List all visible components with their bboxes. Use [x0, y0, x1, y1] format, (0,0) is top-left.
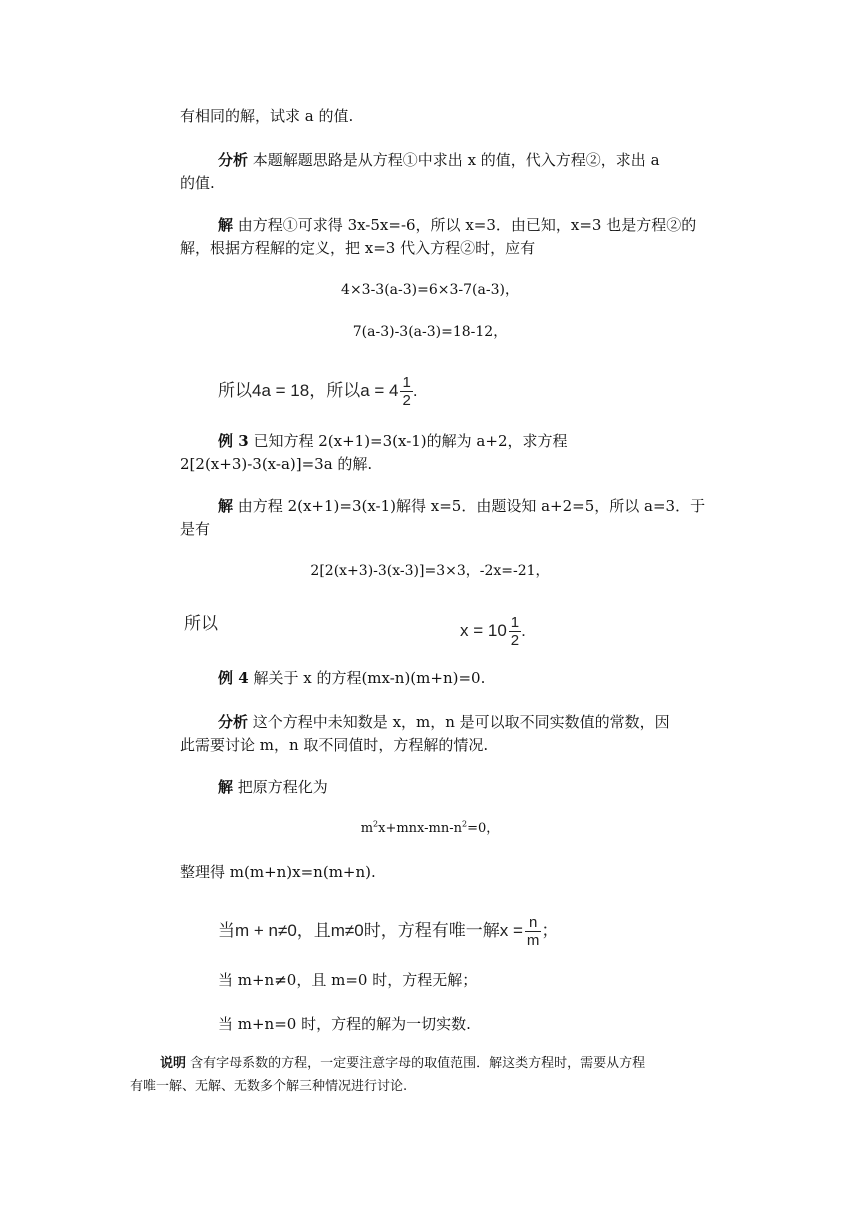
note-line — [160, 1054, 645, 1074]
exponent: 2 — [462, 819, 468, 829]
text-span: 由方程①可求得 3x-5x=-6，所以 x=3．由已知，x=3 也是方程②的 — [237, 216, 697, 234]
text-line: 的值. — [180, 174, 215, 192]
text-line: 2[2(x+3)-3(x-a)]=3a 的解. — [180, 455, 373, 473]
text-line: 解，根据方程解的定义，把 x=3 代入方程②时，应有 — [180, 239, 536, 257]
text-span: 本题解题思路是从方程①中求出 x 的值，代入方程②，求出 a — [252, 151, 660, 169]
text-span: 这个方程中未知数是 x，m，n 是可以取不同实数值的常数，因 — [252, 713, 670, 731]
numerator: 1 — [510, 614, 520, 631]
equation: 4×3-3(a-3)=6×3-7(a-3)， — [341, 282, 519, 298]
eq-part: m — [360, 821, 374, 836]
equation: 2[2(x+3)-3(x-3)]=3×3，-2x=-21， — [310, 563, 550, 579]
formula-image — [460, 614, 526, 649]
formula-image: 所以 — [184, 614, 218, 633]
text-line — [218, 431, 568, 451]
analysis-label: 分析 — [218, 713, 249, 731]
note-label: 说明 — [160, 1056, 187, 1071]
fraction — [400, 374, 412, 409]
text-line — [218, 668, 485, 688]
text-span: 含有字母系数的方程，一定要注意字母的取值范围．解这类方程时，需要从方程 — [190, 1056, 646, 1071]
equation: 7(a-3)-3(a-3)=18-12， — [352, 324, 508, 340]
text-span: 由方程 2(x+1)=3(x-1)解得 x=5．由题设知 a+2=5，所以 a=3．于 — [237, 497, 706, 515]
exponent: 2 — [373, 819, 379, 829]
analysis-label: 分析 — [218, 151, 249, 169]
text-line — [218, 777, 328, 797]
text-line — [218, 150, 660, 170]
text-line — [218, 215, 696, 235]
text-line — [218, 712, 670, 732]
denominator: 2 — [402, 392, 411, 409]
text-span: 把原方程化为 — [237, 778, 328, 796]
solution-label: 解 — [218, 216, 234, 234]
solution-label: 解 — [218, 778, 234, 796]
text-line: 整理得 m(m+n)x=n(m+n). — [180, 863, 376, 881]
text-line: 是有 — [180, 520, 211, 538]
example-label: 例 4 — [218, 669, 249, 687]
numerator: 1 — [402, 374, 411, 391]
denominator: 2 — [510, 632, 520, 649]
eq-part: =0， — [467, 821, 500, 836]
numerator: n — [528, 914, 538, 931]
denominator: m — [526, 932, 540, 949]
formula-text: x = 10 — [460, 620, 507, 640]
text-line: 此需要讨论 m，n 取不同值时，方程解的情况. — [180, 736, 489, 754]
text-line: 当 m+n=0 时，方程的解为一切实数. — [218, 1015, 471, 1033]
text-line — [218, 496, 705, 516]
text-line: 有相同的解，试求 a 的值. — [180, 107, 354, 125]
text-span: 已知方程 2(x+1)=3(x-1)的解为 a+2，求方程 — [253, 432, 568, 450]
equation — [0, 819, 860, 839]
fraction — [525, 914, 542, 949]
formula-image — [218, 914, 558, 949]
example-label: 例 3 — [218, 432, 249, 450]
formula-text: 所以4a = 18，所以a = 4 — [218, 380, 399, 400]
formula-text: . — [412, 380, 418, 400]
text-span: 解关于 x 的方程(mx-n)(m+n)=0. — [253, 669, 486, 687]
eq-part: x+mnx-mn-n — [378, 821, 463, 836]
formula-text: ； — [541, 920, 559, 940]
formula-image — [218, 374, 418, 409]
fraction — [509, 614, 521, 649]
formula-text: . — [521, 620, 526, 640]
text-line: 当 m+n≠0，且 m=0 时，方程无解； — [218, 971, 478, 989]
note-line: 有唯一解、无解、无数多个解三种情况进行讨论. — [130, 1079, 408, 1094]
solution-label: 解 — [218, 497, 234, 515]
formula-text: 当m + n≠0，且m≠0时，方程有唯一解x = — [218, 920, 523, 940]
